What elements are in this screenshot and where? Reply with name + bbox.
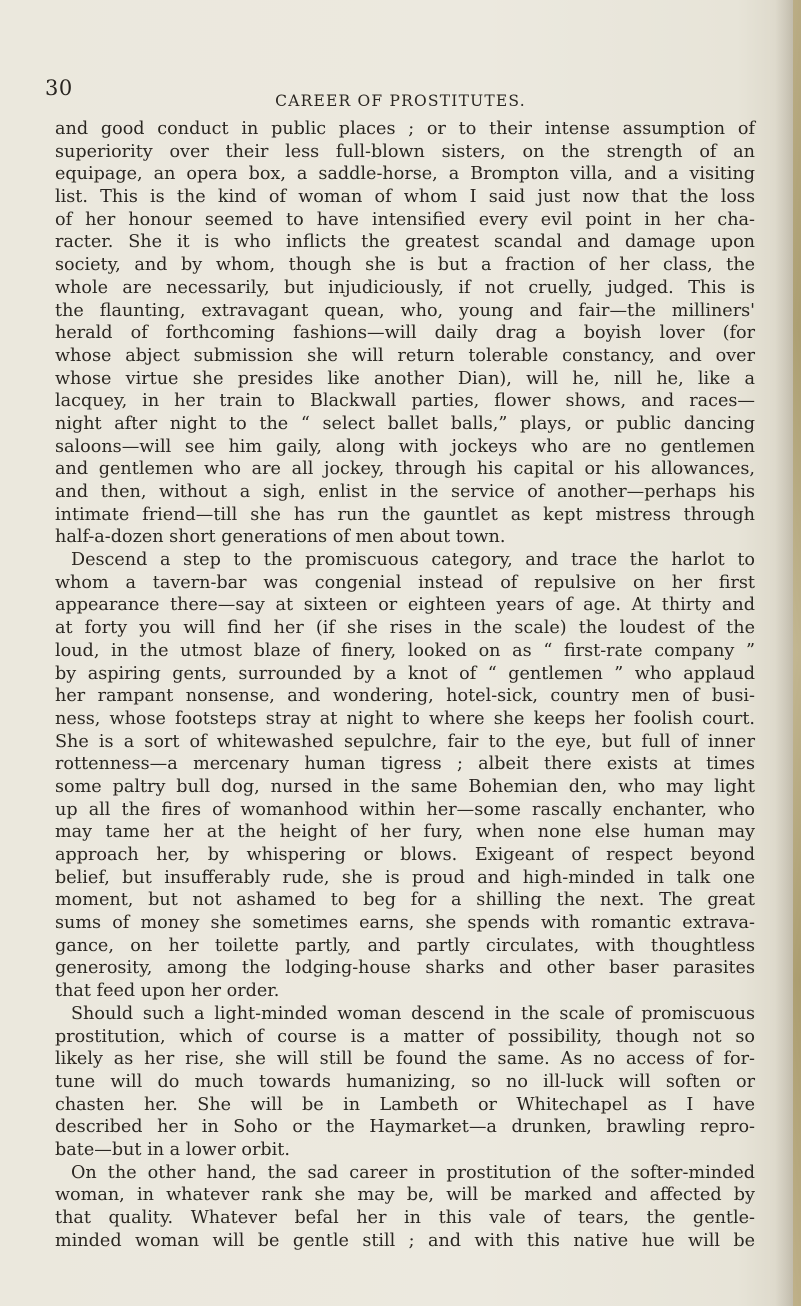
text-line: superiority over their less full-blown sisters, on the strength of an [55,141,755,162]
running-head: CAREER OF PROSTITUTES. [275,92,526,110]
page-number: 30 [45,76,73,100]
text-line: equipage, an opera box, a saddle-horse, a Brompton villa, and a visiting [55,164,755,185]
text-line: intimate friend—till she has run the gauntlet as kept mistress through [55,504,755,525]
spine-edge [793,0,801,1306]
text-line: belief, but insufferably rude, she is proud and high-minded in talk one [55,867,755,888]
text-line: herald of forthcoming fashions—will daily drag a boyish lover (for [55,323,755,344]
text-line: the flaunting, extravagant quean, who, young and fair—the milliners' [55,300,755,321]
text-line: described her in Soho or the Haymarket—a drunken, brawling repro- [55,1117,755,1138]
text-line: may tame her at the height of her fury, when none else human may [55,822,755,843]
text-line: loud, in the utmost blaze of finery, looked on as “ first-rate company ” [55,640,755,661]
text-line: and then, without a sigh, enlist in the service of another—perhaps his [55,482,755,502]
text-line: night after night to the “ select ballet balls,” plays, or public dancing [55,413,755,434]
text-line: up all the fires of womanhood within her—some rascally enchanter, who [55,799,755,820]
text-line: generosity, among the lodging-house sharks and other baser parasites [55,958,755,979]
text-line: sums of money she sometimes earns, she spends with romantic extrava- [55,913,755,934]
text-line: appearance there—say at sixteen or eighteen years of age. At thirty and [55,595,755,616]
text-line: lacquey, in her train to Blackwall parties, flower shows, and races— [55,391,755,412]
text-line: racter. She it is who inflicts the greatest scandal and damage upon [55,232,755,253]
text-line: prostitution, which of course is a matter of possibility, though not so [55,1026,755,1047]
text-line: woman, in whatever rank she may be, will be marked and affected by [55,1185,755,1206]
text-line: ness, whose footsteps stray at night to where she keeps her foolish court. [55,708,755,729]
text-line: half-a-dozen short generations of men about town. [55,527,506,548]
text-line: list. This is the kind of woman of whom I said just now that the loss [55,187,755,208]
text-line: her rampant nonsense, and wondering, hotel-sick, country men of busi- [55,686,755,707]
text-line: minded woman will be gentle still ; and with this native hue will be [55,1230,755,1251]
text-line: approach her, by whispering or blows. Exigeant of respect beyond [55,845,755,865]
text-line: On the other hand, the sad career in prostitution of the softer-minded [71,1162,755,1183]
text-line: Should such a light-minded woman descend in the scale of promiscuous [71,1003,755,1024]
text-line: tune will do much towards humanizing, so no ill-luck will soften or [55,1071,755,1092]
text-line: of her honour seemed to have intensified every evil point in her cha- [55,209,755,230]
text-line: bate—but in a lower orbit. [55,1139,290,1160]
text-line: whole are necessarily, but injudiciously, if not cruelly, judged. This is [55,277,755,298]
body-text [55,118,755,1252]
text-line: Descend a step to the promiscuous category, and trace the harlot to [71,550,755,571]
text-line: gance, on her toilette partly, and partly circulates, with thoughtless [55,935,755,956]
text-line: whose abject submission she will return tolerable constancy, and over [55,345,755,366]
text-line: moment, but not ashamed to beg for a shilling the next. The great [55,890,755,911]
text-line: some paltry bull dog, nursed in the same Bohemian den, who may light [55,776,755,797]
text-line: rottenness—a mercenary human tigress ; albeit there exists at times [55,754,755,775]
text-line: and good conduct in public places ; or to their intense assumption of [55,119,755,139]
text-line: society, and by whom, though she is but a fraction of her class, the [55,255,755,276]
text-line: whose virtue she presides like another Dian), will he, nill he, like a [55,368,755,389]
text-line: that quality. Whatever befal her in this vale of tears, the gentle- [55,1208,755,1228]
text-line: by aspiring gents, surrounded by a knot of “ gentlemen ” who applaud [55,663,755,684]
text-line: She is a sort of whitewashed sepulchre, fair to the eye, but full of inner [55,731,755,752]
text-line: that feed upon her order. [55,981,280,1002]
text-line: whom a tavern-bar was congenial instead of repulsive on her first [55,572,755,593]
text-line: at forty you will find her (if she rises in the scale) the loudest of the [55,618,755,639]
text-line: and gentlemen who are all jockey, through his capital or his allowances, [55,459,755,480]
text-line: likely as her rise, she will still be found the same. As no access of for- [55,1049,755,1070]
text-line: saloons—will see him gaily, along with jockeys who are no gentlemen [55,436,755,457]
text-line: chasten her. She will be in Lambeth or Whitechapel as I have [55,1094,755,1115]
